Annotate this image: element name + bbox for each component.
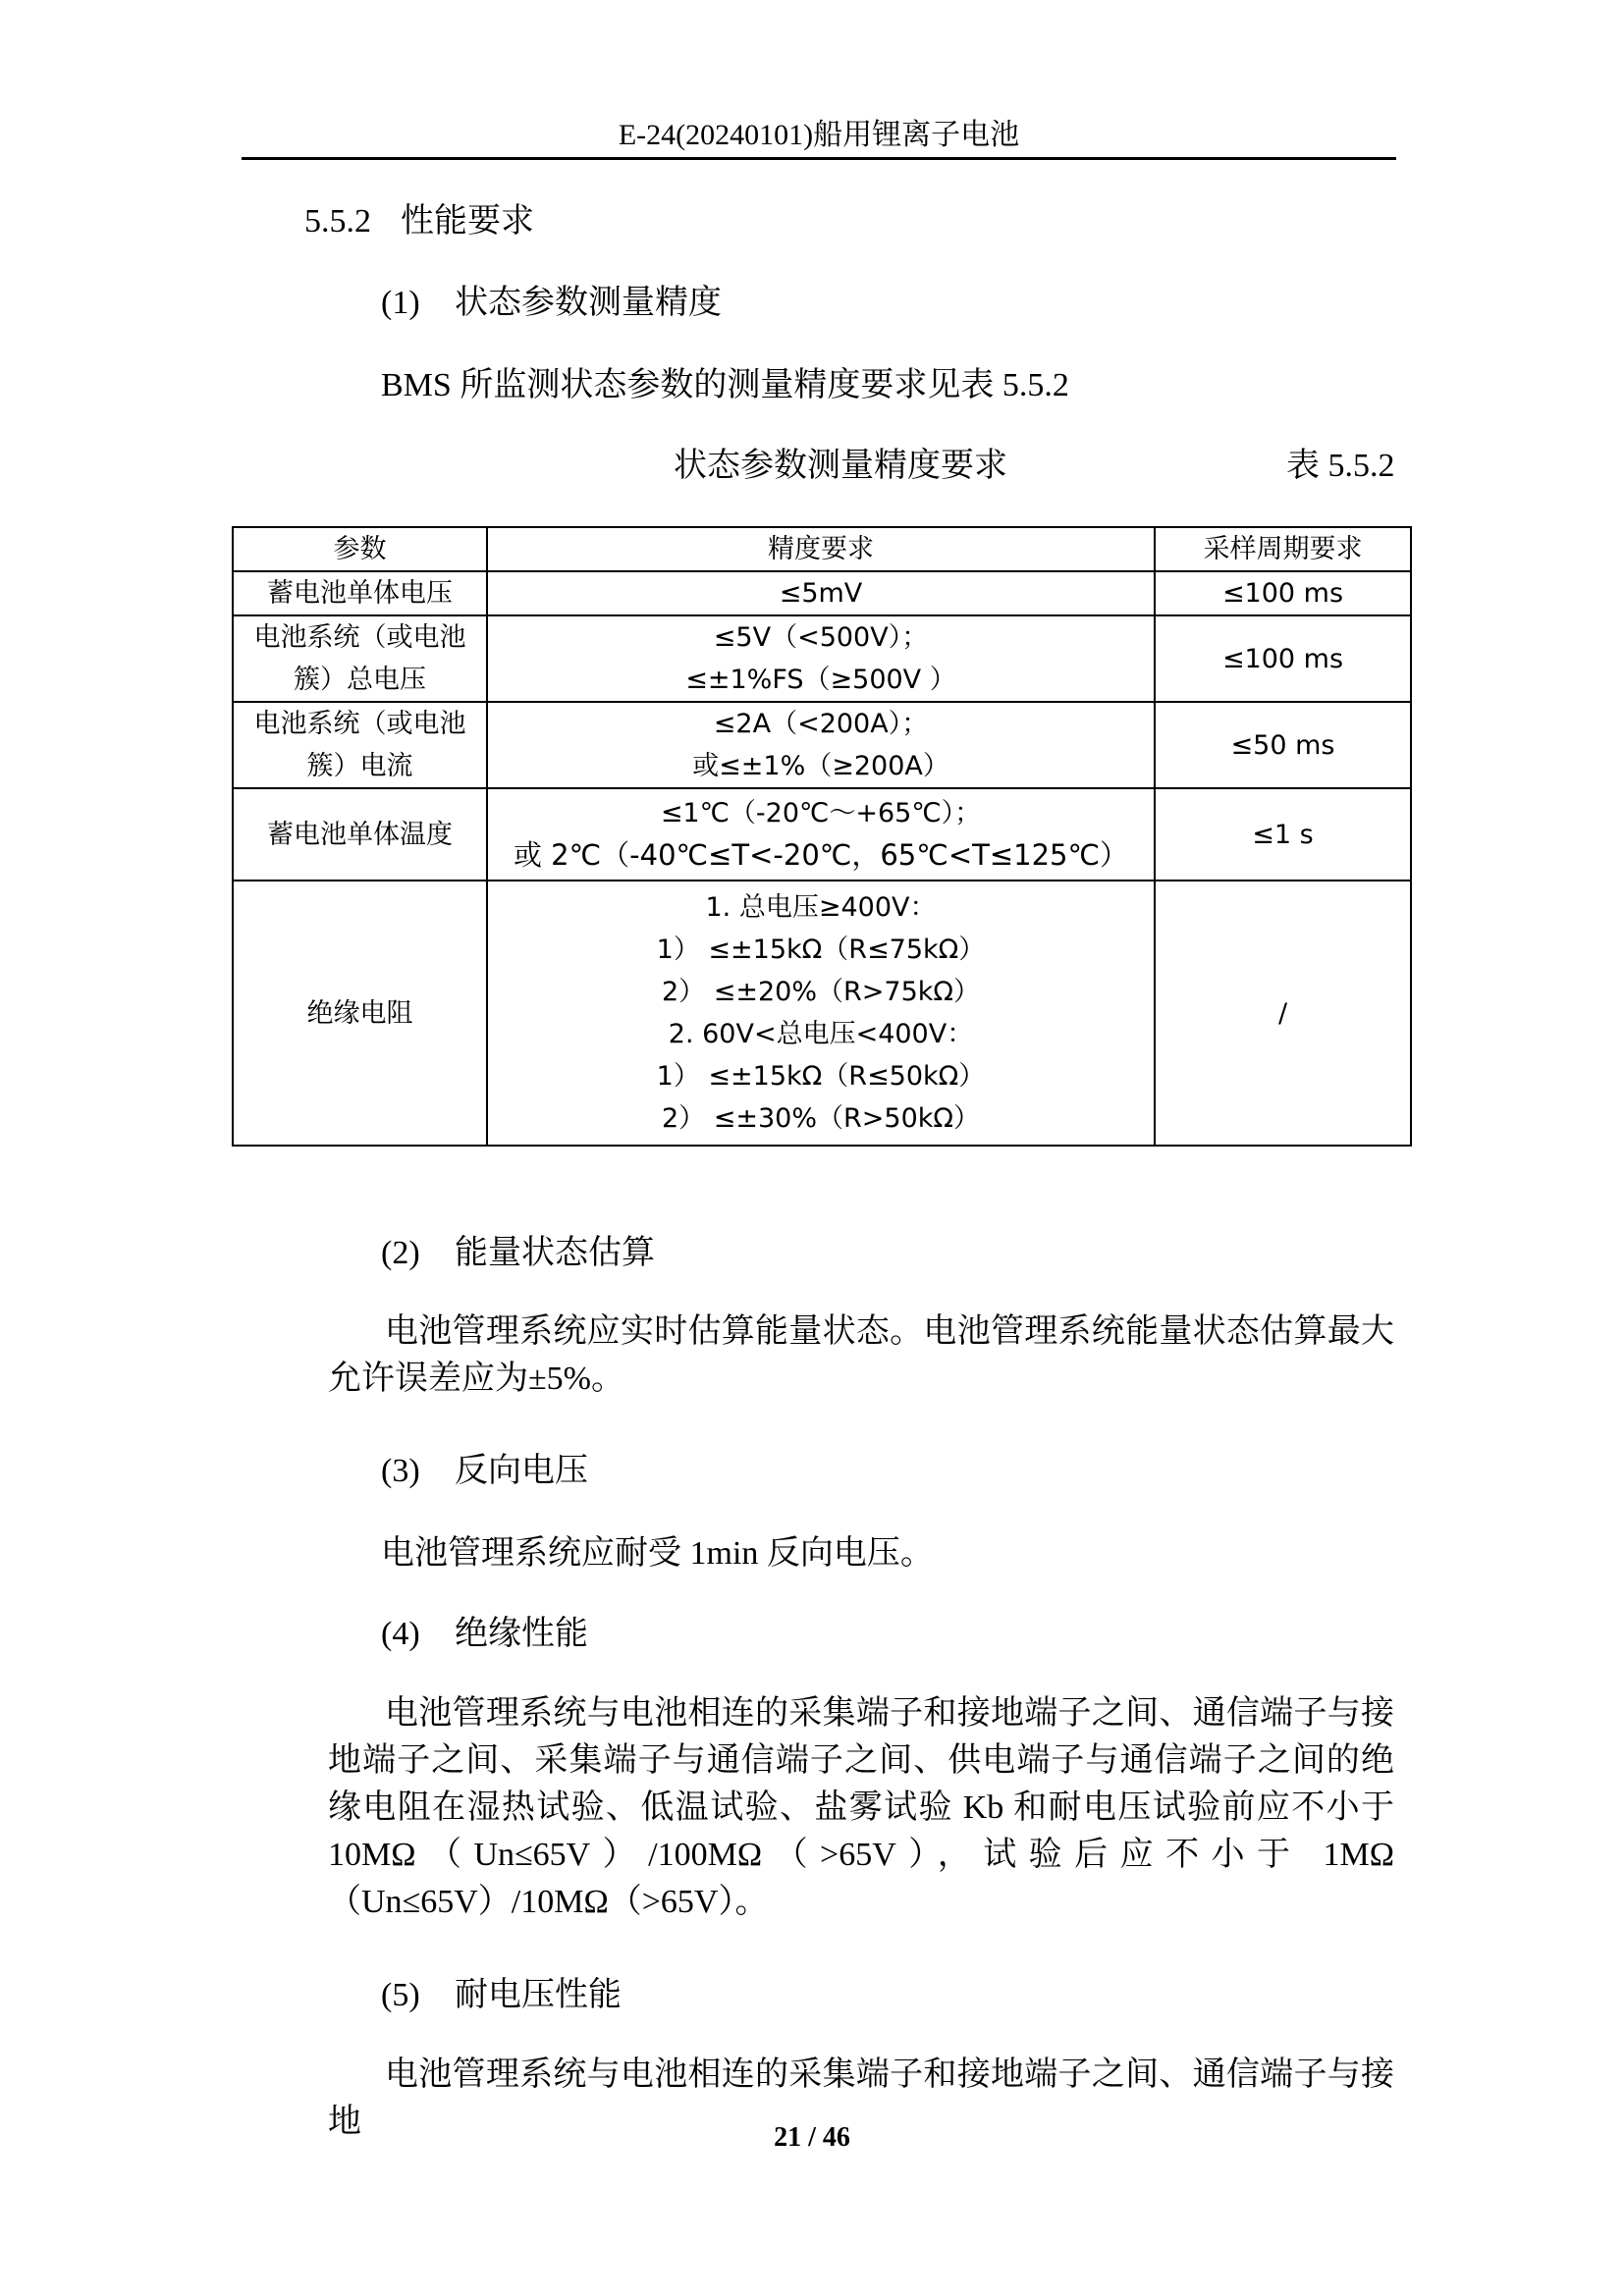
accuracy-cell: ≤5mV	[487, 571, 1155, 615]
param-cell: 电池系统（或电池 簇）电流	[233, 702, 487, 788]
accuracy-cell: 1. 总电压≥400V： 1） ≤±15kΩ（R≤75kΩ） 2） ≤±20%（R>75kΩ） 2. 60V<总电压<400V： 1） ≤±15kΩ（R≤50kΩ） 2） ≤±30%（R>50kΩ）	[487, 881, 1155, 1146]
period-cell: /	[1155, 881, 1411, 1146]
item-number: (5)	[381, 1977, 420, 2013]
period-cell: ≤1 s	[1155, 788, 1411, 881]
table-caption: 状态参数测量精度要求	[674, 448, 1007, 484]
item-number: (2)	[381, 1235, 420, 1271]
item-title: 绝缘性能	[455, 1616, 588, 1652]
section-number: 5.5.2	[304, 203, 371, 240]
header-accuracy: 精度要求	[487, 527, 1155, 571]
accuracy-cell: ≤1℃（-20℃～+65℃）； 或 2℃（-40℃≤T<-20℃，65℃<T≤125℃）	[487, 788, 1155, 881]
page-header: E-24(20240101)船用锂离子电池	[618, 119, 1020, 151]
period-cell: ≤50 ms	[1155, 702, 1411, 788]
item-number: (3)	[381, 1453, 420, 1489]
table-row	[233, 788, 1411, 881]
header-param: 参数	[233, 527, 487, 571]
table-number: 表 5.5.2	[1286, 448, 1395, 484]
param-cell: 绝缘电阻	[233, 881, 487, 1146]
param-cell: 电池系统（或电池 簇）总电压	[233, 615, 487, 702]
table-row	[233, 615, 1411, 702]
accuracy-table	[232, 526, 1412, 1147]
param-cell: 蓄电池单体温度	[233, 788, 487, 881]
period-cell: ≤100 ms	[1155, 571, 1411, 615]
paragraph-reverse: 电池管理系统应耐受 1min 反向电压。	[381, 1535, 934, 1572]
item-number: (1)	[381, 285, 420, 321]
table-row	[233, 881, 1411, 1146]
item-heading-4	[381, 1612, 588, 1657]
intro-text: BMS 所监测状态参数的测量精度要求见表 5.5.2	[381, 367, 1069, 403]
param-cell: 蓄电池单体电压	[233, 571, 487, 615]
table-header-row	[233, 527, 1411, 571]
paragraph-withstand: 电池管理系统与电池相连的采集端子和接地端子之间、通信端子与接地	[328, 2056, 1394, 2140]
accuracy-cell: ≤5V（<500V）； ≤±1%FS（≥500V ）	[487, 615, 1155, 702]
header-rule	[242, 157, 1396, 160]
paragraph-insulation: 电池管理系统与电池相连的采集端子和接地端子之间、通信端子与接地端子之间、采集端子与通信端子之间、供电端子与通信端子之间的绝缘电阻在湿热试验、低温试验、盐雾试验 Kb 和耐电压试验前应不小于 10MΩ（Un≤65V）/100MΩ（>65V），试验后应不小于 1MΩ（Un≤65V）/10MΩ（>65V）。	[328, 1695, 1394, 1920]
accuracy-cell: ≤2A（<200A）； 或≤±1%（≥200A）	[487, 702, 1155, 788]
item-title: 状态参数测量精度	[455, 285, 722, 321]
period-cell: ≤100 ms	[1155, 615, 1411, 702]
item-title: 反向电压	[455, 1453, 588, 1489]
item-title: 耐电压性能	[455, 1977, 622, 2013]
item-heading-3	[381, 1449, 588, 1494]
item-number: (4)	[381, 1616, 420, 1652]
section-title: 性能要求	[401, 203, 534, 240]
table-row	[233, 571, 1411, 615]
header-period: 采样周期要求	[1155, 527, 1411, 571]
item-heading-5	[381, 1973, 622, 2018]
item-heading-2	[381, 1231, 655, 1276]
table-row	[233, 702, 1411, 788]
page-number: 21 / 46	[774, 2122, 850, 2153]
section-heading	[304, 199, 534, 244]
item-heading-1	[381, 281, 722, 326]
paragraph-energy: 电池管理系统应实时估算能量状态。电池管理系统能量状态估算最大允许误差应为±5%。	[328, 1313, 1394, 1397]
item-title: 能量状态估算	[455, 1235, 655, 1271]
